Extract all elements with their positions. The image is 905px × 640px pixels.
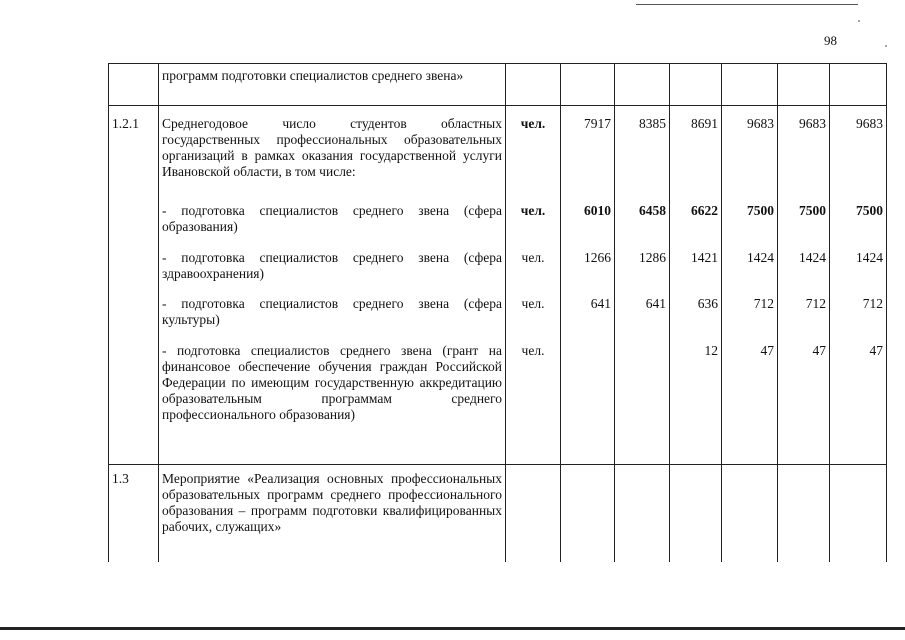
table-row xyxy=(109,343,887,465)
value-cell: 8691 xyxy=(670,106,722,203)
table-row xyxy=(109,203,887,250)
row-text: программ подготовки специалистов среднего звена» xyxy=(159,64,506,106)
value-cell: 8385 xyxy=(615,106,670,203)
table-row xyxy=(109,64,887,106)
value-cell: 6622 xyxy=(670,203,722,250)
row-number xyxy=(109,64,159,106)
value-cell: 9683 xyxy=(830,106,887,203)
value-cell: 1286 xyxy=(615,250,670,296)
value-cell: 7500 xyxy=(722,203,778,250)
value-cell: 1424 xyxy=(830,250,887,296)
unit-cell: чел. xyxy=(506,106,561,203)
value-cell: 9683 xyxy=(778,106,830,203)
row-text: Мероприятие «Реализация основных профессиональных образовательных программ среднего профессионального образования – программ подготовки квалифицированных рабочих, служащих» xyxy=(159,465,506,562)
page-number: 98 xyxy=(824,33,837,48)
value-cell: 47 xyxy=(722,343,778,465)
value-cell: 641 xyxy=(615,296,670,343)
row-text: - подготовка специалистов среднего звена (грант на финансовое обеспечение обучения граждан Российской Федерации по имеющим государственную аккредитацию образовательным программам среднего профессионального образования) xyxy=(159,343,506,465)
scan-speck xyxy=(885,45,887,47)
row-number: 1.3 xyxy=(109,465,159,562)
value-cell xyxy=(722,465,778,562)
value-cell: 636 xyxy=(670,296,722,343)
unit-cell: чел. xyxy=(506,203,561,250)
value-cell: 1424 xyxy=(778,250,830,296)
unit-cell: чел. xyxy=(506,250,561,296)
value-cell xyxy=(561,343,615,465)
value-cell: 1424 xyxy=(722,250,778,296)
unit-cell xyxy=(506,64,561,106)
value-cell: 47 xyxy=(778,343,830,465)
value-cell: 9683 xyxy=(722,106,778,203)
value-cell xyxy=(561,465,615,562)
scan-speck xyxy=(858,20,860,22)
value-cell: 712 xyxy=(830,296,887,343)
indicators-table xyxy=(108,63,887,562)
value-cell: 1421 xyxy=(670,250,722,296)
value-cell xyxy=(615,465,670,562)
unit-cell: чел. xyxy=(506,343,561,465)
value-cell xyxy=(778,64,830,106)
table-row xyxy=(109,465,887,562)
value-cell: 712 xyxy=(778,296,830,343)
row-number: 1.2.1 xyxy=(109,106,159,465)
value-cell xyxy=(615,64,670,106)
value-cell xyxy=(670,465,722,562)
value-cell xyxy=(830,64,887,106)
value-cell: 6010 xyxy=(561,203,615,250)
value-cell: 712 xyxy=(722,296,778,343)
row-text: - подготовка специалистов среднего звена (сфера образования) xyxy=(159,203,506,250)
table-row xyxy=(109,106,887,203)
value-cell: 7500 xyxy=(830,203,887,250)
value-cell xyxy=(561,64,615,106)
value-cell: 7917 xyxy=(561,106,615,203)
table-row xyxy=(109,296,887,343)
top-rule xyxy=(636,4,858,5)
value-cell: 6458 xyxy=(615,203,670,250)
row-text: - подготовка специалистов среднего звена (сфера культуры) xyxy=(159,296,506,343)
value-cell: 12 xyxy=(670,343,722,465)
unit-cell xyxy=(506,465,561,562)
value-cell xyxy=(830,465,887,562)
bottom-rule xyxy=(0,627,905,630)
value-cell xyxy=(778,465,830,562)
value-cell: 641 xyxy=(561,296,615,343)
row-text: Среднегодовое число студентов областных государственных профессиональных образовательных организаций в рамках оказания государственной услуги Ивановской области, в том числе: xyxy=(159,106,506,203)
value-cell: 7500 xyxy=(778,203,830,250)
value-cell: 1266 xyxy=(561,250,615,296)
value-cell xyxy=(615,343,670,465)
table-row xyxy=(109,250,887,296)
unit-cell: чел. xyxy=(506,296,561,343)
row-text: - подготовка специалистов среднего звена (сфера здравоохранения) xyxy=(159,250,506,296)
value-cell xyxy=(722,64,778,106)
value-cell: 47 xyxy=(830,343,887,465)
value-cell xyxy=(670,64,722,106)
